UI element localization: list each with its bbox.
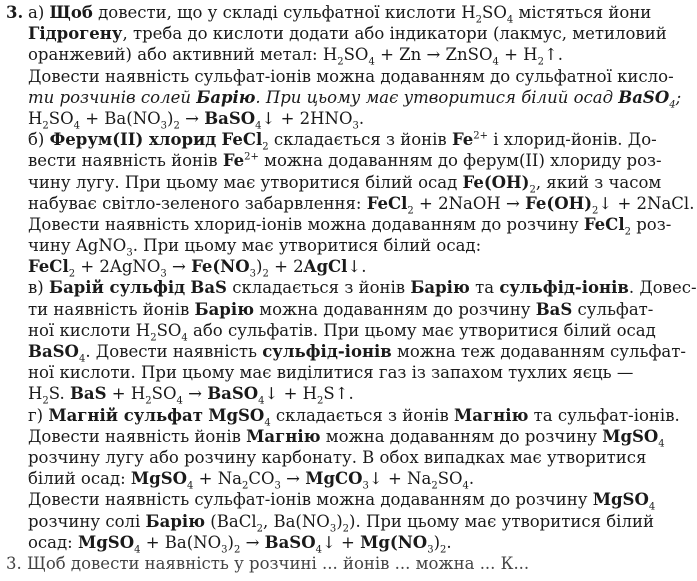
text-line: білий осад: MgSO$_4$ + $Na_2CO_3$ → MgCO$_3$↓ + $Na_2SO_4$. (28, 469, 475, 492)
text-line: оранжевий) або активний метал: $H_2SO_4 + Zn$ → ZnSO$_4$ + $H_2↑$. (28, 45, 564, 68)
text-line: FeCl$_2$ + 2AgNO$_3$ → $Fe(NO_3)_2$ + 2AgCl↓. (28, 257, 367, 280)
text-line: ти наявність йонів Барію можна додаванням до розчину BaS сульфат- (28, 299, 654, 319)
problem-number: 3. (6, 3, 24, 22)
text-line: в) Барій сульфід BaS складається з йонів Барію та сульфід-іонів. Довес- (28, 278, 697, 298)
text-line: осад: MgSO$_4$ + $Ba(NO_3)_2$ → BaSO$_4$↓ + $Mg(NO_3)_2$. (28, 532, 452, 555)
text-line: Гідрогену, треба до кислоти додати або індикатори (лакмус, метиловий (28, 24, 667, 44)
text-line: г) Магній сульфат MgSO$_4$ складається з йонів Магнію та сульфат-іонів. (28, 405, 680, 428)
text-line: Довести наявність сульфат-іонів можна додаванням до сульфатної кисло- (28, 66, 674, 86)
text-line: розчину солі Барію (BaCl$_2$, $Ba(NO_3)_2$). При цьому має утворитися білий (28, 511, 654, 534)
text-line: набуває світло-зеленого забарвлення: FeCl$_2$ + 2NaOH → $Fe(OH)_2↓$ + 2NaCl. (28, 193, 695, 216)
text-line: ної кислоти $H_2SO_4$ або сульфатів. При цьому має утворитися білий осад (28, 320, 656, 344)
answer-text (6, 2, 697, 555)
text-line: ти розчинів солей Барію. При цьому має утворитися білий осад BaSO$_4$; (28, 87, 682, 111)
text-line: б) Ферум(II) хлорид FeCl$_2$ складається з йонів $Fe^{2+}$ і хлорид-йонів. До- (28, 130, 657, 153)
text-line: 3. а) Щоб довести, що у складі сульфатної кислоти $H_2SO_4$ містяться йони (6, 3, 652, 26)
text-line: ної кислоти. При цьому має виділитися газ із запахом тухлих яєць — (28, 363, 634, 383)
text-line: чину лугу. При цьому має утворитися білий осад $Fe(OH)_2$, який з часом (28, 172, 662, 195)
text-line: чину AgNO$_3$. При цьому має утворитися білий осад: (28, 236, 482, 259)
text-line: BaSO$_4$. Довести наявність сульфід-іонів можна теж додаванням сульфат- (28, 342, 686, 365)
text-line: вести наявність йонів $Fe^{2+}$ можна додаванням до ферум(II) хлориду роз- (28, 151, 662, 171)
text-line: Довести наявність хлорид-іонів можна додаванням до розчину FeCl$_2$ роз- (28, 214, 672, 238)
text-line: $H_2SO_4 + Ba(NO_3)_2$ → BaSO$_4$↓ + $2HNO_3$. (28, 108, 365, 132)
text-line: $H_2S$. BaS + $H_2SO_4$ → BaSO$_4$↓ + $H_2S↑$. (28, 384, 354, 407)
next-line-cut: 3. Щоб довести наявність у розчині ... йонів ... можна ... К... (6, 553, 530, 573)
text-line: розчину лугу або розчину карбонату. В обох випадках має утворитися (28, 447, 647, 467)
text-line: Довести наявність йонів Магнію можна додаванням до розчину MgSO$_4$ (28, 426, 665, 450)
text-line: Довести наявність сульфат-іонів можна додаванням до розчину MgSO$_4$ (28, 490, 656, 513)
